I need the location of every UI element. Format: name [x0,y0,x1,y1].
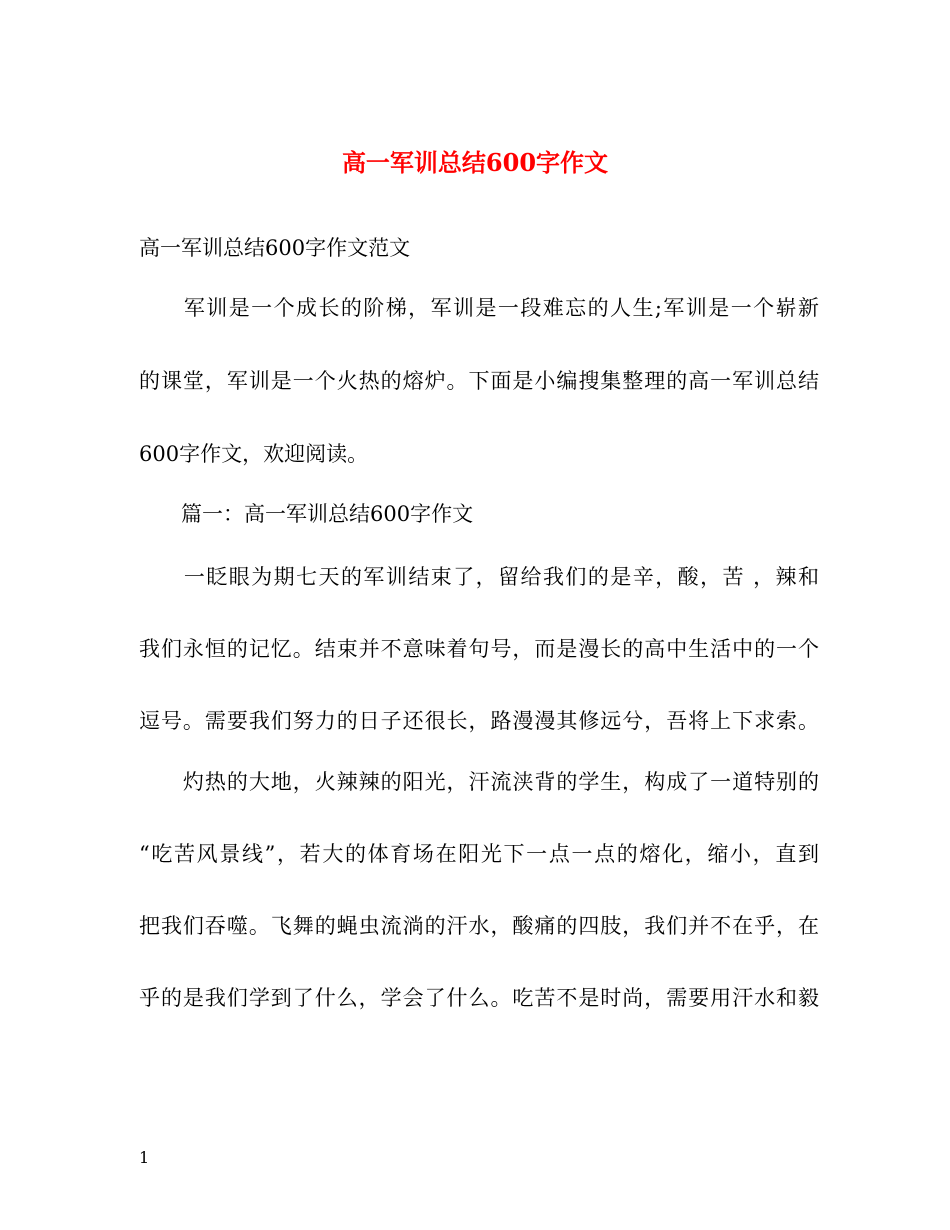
paragraph-line: 的课堂，军训是一个火热的熔炉。下面是小编搜集整理的高一军训总结 [139,369,819,393]
document-title: 高一军训总结600字作文 [341,148,609,177]
document-subtitle: 高一军训总结600字作文范文 [139,236,411,260]
section-heading: 篇一：高一军训总结600字作文 [139,502,474,526]
paragraph-line: 乎的是我们学到了什么，学会了什么。吃苦不是时尚，需要用汗水和毅 [139,986,819,1010]
paragraph-line: 灼热的大地，火辣辣的阳光，汗流浃背的学生，构成了一道特别的 [139,770,819,794]
paragraph-line: 600字作文，欢迎阅读。 [139,442,369,466]
paragraph-line: 一眨眼为期七天的军训结束了，留给我们的是辛，酸，苦 ，辣和 [139,565,819,589]
paragraph-line: 我们永恒的记忆。结束并不意味着句号，而是漫长的高中生活中的一个 [139,637,819,661]
paragraph-line: 军训是一个成长的阶梯，军训是一段难忘的人生;军训是一个崭新 [139,296,819,320]
paragraph-line: 把我们吞噬。飞舞的蝇虫流淌的汗水，酸痛的四肢，我们并不在乎，在 [139,914,819,938]
paragraph-line: 逗号。需要我们努力的日子还很长，路漫漫其修远兮，吾将上下求索。 [139,709,819,733]
page-number: 1 [139,1148,150,1167]
paragraph-line: “吃苦风景线”，若大的体育场在阳光下一点一点的熔化，缩小，直到 [139,842,819,866]
